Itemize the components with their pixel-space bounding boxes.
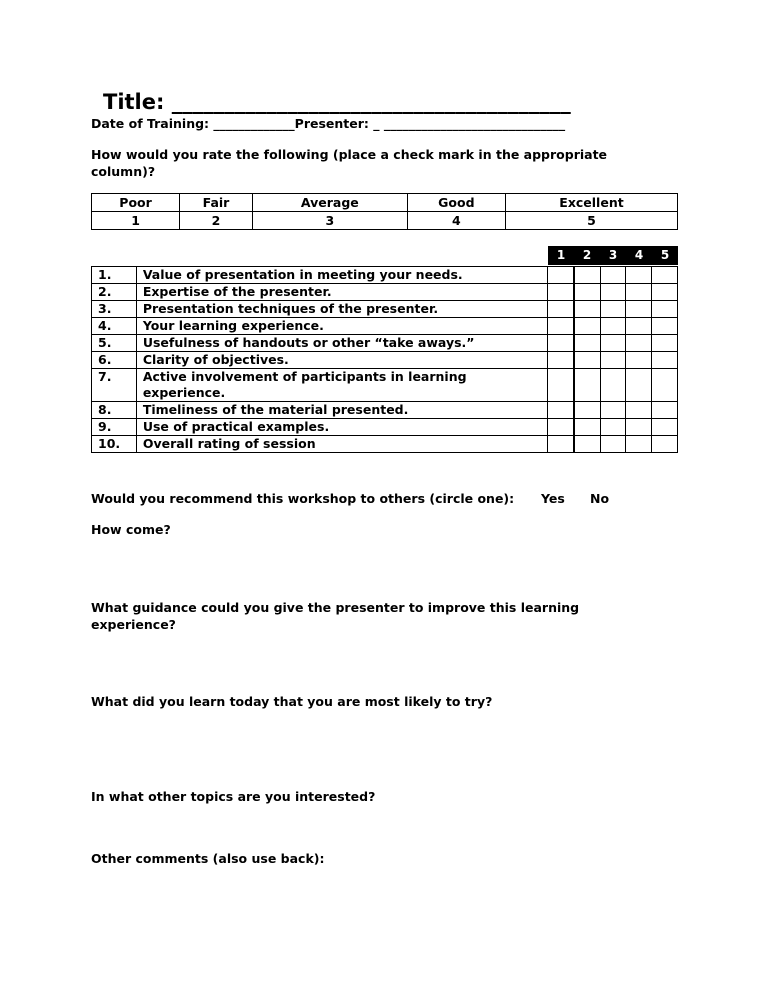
rating-checkbox-2[interactable] <box>574 402 600 419</box>
item-text: Your learning experience. <box>136 318 547 335</box>
rating-checkbox-5[interactable] <box>652 352 678 369</box>
rating-checkbox-5[interactable] <box>652 267 678 284</box>
item-number: 7. <box>92 369 137 402</box>
comments-question: Other comments (also use back): <box>91 851 325 866</box>
rating-items-table <box>91 266 678 453</box>
rating-checkbox-2[interactable] <box>574 301 600 318</box>
item-text: Usefulness of handouts or other “take aways.” <box>136 335 547 352</box>
scale-label: Poor <box>92 194 180 212</box>
rating-checkbox-5[interactable] <box>652 419 678 436</box>
item-text: Presentation techniques of the presenter. <box>136 301 547 318</box>
scale-label: Fair <box>180 194 253 212</box>
item-number: 9. <box>92 419 137 436</box>
rating-checkbox-3[interactable] <box>600 318 626 335</box>
topics-question: In what other topics are you interested? <box>91 789 376 804</box>
rating-checkbox-5[interactable] <box>652 318 678 335</box>
rating-checkbox-4[interactable] <box>626 301 652 318</box>
rating-checkbox-1[interactable] <box>548 369 574 402</box>
rating-checkbox-4[interactable] <box>626 267 652 284</box>
grid-header-cell: 2 <box>582 248 592 262</box>
rating-checkbox-3[interactable] <box>600 369 626 402</box>
item-text: Value of presentation in meeting your needs. <box>136 267 547 284</box>
rating-item-row <box>92 318 678 335</box>
item-text: Timeliness of the material presented. <box>136 402 547 419</box>
rating-checkbox-3[interactable] <box>600 284 626 301</box>
rating-checkbox-3[interactable] <box>600 419 626 436</box>
rating-item-row <box>92 284 678 301</box>
learned-question: What did you learn today that you are most likely to try? <box>91 694 493 709</box>
rating-checkbox-4[interactable] <box>626 402 652 419</box>
scale-label: Good <box>407 194 505 212</box>
scale-number: 1 <box>92 212 180 230</box>
rating-checkbox-2[interactable] <box>574 369 600 402</box>
rating-item-row <box>92 419 678 436</box>
rating-grid-header <box>548 246 678 265</box>
grid-header-cell: 5 <box>660 248 670 262</box>
rating-checkbox-1[interactable] <box>548 335 574 352</box>
rating-checkbox-2[interactable] <box>574 419 600 436</box>
training-meta-line: Date of Training: _____________Presenter: _ _____________________________ <box>91 116 566 131</box>
scale-label: Excellent <box>505 194 677 212</box>
rating-checkbox-4[interactable] <box>626 436 652 453</box>
item-number: 2. <box>92 284 137 301</box>
rating-checkbox-1[interactable] <box>548 352 574 369</box>
rating-item-row <box>92 369 678 402</box>
scale-number: 2 <box>180 212 253 230</box>
item-number: 6. <box>92 352 137 369</box>
item-number: 10. <box>92 436 137 453</box>
rating-item-row <box>92 335 678 352</box>
rating-checkbox-1[interactable] <box>548 402 574 419</box>
rating-checkbox-4[interactable] <box>626 352 652 369</box>
guidance-question: What guidance could you give the presenter to improve this learning experience? <box>91 600 580 632</box>
rating-checkbox-4[interactable] <box>626 335 652 352</box>
rating-checkbox-1[interactable] <box>548 284 574 301</box>
item-text: Use of practical examples. <box>136 419 547 436</box>
rating-checkbox-5[interactable] <box>652 436 678 453</box>
rating-checkbox-5[interactable] <box>652 335 678 352</box>
rating-checkbox-3[interactable] <box>600 352 626 369</box>
rating-instructions: How would you rate the following (place a check mark in the appropriate column)? <box>91 147 608 179</box>
rating-item-row <box>92 436 678 453</box>
item-number: 1. <box>92 267 137 284</box>
rating-item-row <box>92 352 678 369</box>
scale-number: 4 <box>407 212 505 230</box>
item-text: Clarity of objectives. <box>136 352 547 369</box>
item-text: Expertise of the presenter. <box>136 284 547 301</box>
rating-scale-table <box>91 193 678 230</box>
rating-checkbox-3[interactable] <box>600 301 626 318</box>
rating-item-row <box>92 267 678 284</box>
rating-checkbox-3[interactable] <box>600 402 626 419</box>
form-title: Title: ______________________________________ <box>103 90 571 114</box>
rating-checkbox-3[interactable] <box>600 335 626 352</box>
rating-checkbox-1[interactable] <box>548 318 574 335</box>
rating-checkbox-4[interactable] <box>626 284 652 301</box>
how-come-question: How come? <box>91 522 171 537</box>
scale-label: Average <box>252 194 407 212</box>
rating-checkbox-1[interactable] <box>548 436 574 453</box>
rating-checkbox-5[interactable] <box>652 284 678 301</box>
grid-header-cell: 4 <box>634 248 644 262</box>
rating-checkbox-3[interactable] <box>600 436 626 453</box>
item-text: Active involvement of participants in learning experience. <box>136 369 547 402</box>
rating-checkbox-2[interactable] <box>574 267 600 284</box>
rating-checkbox-2[interactable] <box>574 436 600 453</box>
scale-number: 3 <box>252 212 407 230</box>
rating-checkbox-2[interactable] <box>574 284 600 301</box>
rating-checkbox-1[interactable] <box>548 301 574 318</box>
item-number: 4. <box>92 318 137 335</box>
rating-checkbox-5[interactable] <box>652 369 678 402</box>
rating-checkbox-4[interactable] <box>626 419 652 436</box>
rating-checkbox-5[interactable] <box>652 402 678 419</box>
rating-checkbox-2[interactable] <box>574 335 600 352</box>
item-number: 3. <box>92 301 137 318</box>
recommend-no-option[interactable]: No <box>590 491 610 506</box>
rating-item-row <box>92 402 678 419</box>
item-number: 5. <box>92 335 137 352</box>
item-number: 8. <box>92 402 137 419</box>
grid-header-cell: 1 <box>556 248 566 262</box>
rating-checkbox-1[interactable] <box>548 267 574 284</box>
recommend-yes-option[interactable]: Yes <box>541 491 565 506</box>
rating-item-row <box>92 301 678 318</box>
recommend-question: Would you recommend this workshop to others (circle one): <box>91 491 515 506</box>
rating-checkbox-2[interactable] <box>574 318 600 335</box>
rating-checkbox-1[interactable] <box>548 419 574 436</box>
rating-checkbox-4[interactable] <box>626 369 652 402</box>
scale-number: 5 <box>505 212 677 230</box>
rating-checkbox-2[interactable] <box>574 352 600 369</box>
item-text: Overall rating of session <box>136 436 547 453</box>
grid-header-cell: 3 <box>608 248 618 262</box>
rating-checkbox-4[interactable] <box>626 318 652 335</box>
rating-checkbox-5[interactable] <box>652 301 678 318</box>
rating-checkbox-3[interactable] <box>600 267 626 284</box>
